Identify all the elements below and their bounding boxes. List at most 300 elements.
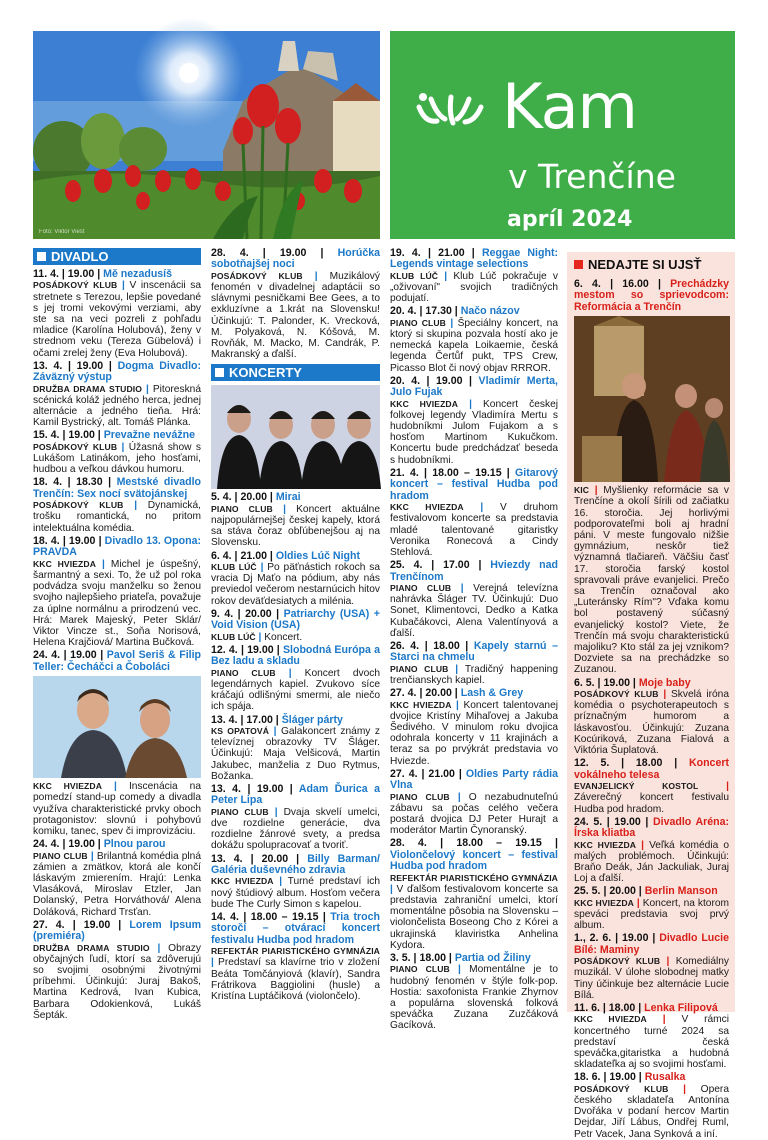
event-description: Úžasná show s Lukášom Latinákom, jeho hosťami, hudbou a veľkou dávkou humoru. bbox=[33, 441, 201, 476]
event-title[interactable]: Patriarchy (USA) + Void Vision (USA) bbox=[211, 607, 380, 632]
event-description: Klub Lúč pokračuje v „oživovaní" svojich tradičných podujatí. bbox=[390, 270, 559, 305]
separator: | bbox=[390, 883, 397, 895]
event-description-block bbox=[390, 399, 558, 466]
event-heading bbox=[574, 817, 729, 840]
painting-illustration bbox=[574, 316, 730, 482]
event-venue: PIANO CLUB bbox=[211, 806, 269, 817]
event-heading bbox=[574, 933, 729, 956]
event-item bbox=[390, 560, 558, 639]
event-heading bbox=[211, 248, 380, 271]
event-description: Predstaví sa klavírne trio v zložení Beáta Tomčányiová (klavír), Sandra Frátrikova Baggiolini (husle) a Kristína Luptáčiková (violončelo). bbox=[211, 957, 380, 1003]
event-title[interactable]: Divadlo Aréna: Írska kliatba bbox=[574, 815, 730, 840]
event-item bbox=[33, 839, 201, 918]
event-title[interactable]: Mě nezadusíš bbox=[103, 268, 173, 280]
event-heading bbox=[390, 306, 558, 317]
event-venue: POSÁDKOVÝ KLUB bbox=[33, 280, 118, 291]
separator: | bbox=[302, 270, 330, 282]
separator: | bbox=[463, 502, 500, 514]
event-title[interactable]: Moje baby bbox=[638, 676, 691, 689]
section-heading-koncerty: KONCERTY bbox=[211, 364, 380, 381]
event-title[interactable]: Mestské divadlo Trenčín: Sex nocí svätojánskej bbox=[33, 476, 202, 500]
event-venue: KKC HVIEZDA bbox=[574, 897, 634, 908]
event-heading bbox=[390, 248, 558, 271]
event-date: 6. 4. | 16.00 | bbox=[574, 278, 671, 290]
event-date: 5. 4. | 20.00 | bbox=[211, 491, 276, 504]
event-heading bbox=[574, 1003, 729, 1014]
event-item bbox=[211, 492, 380, 548]
event-description-block bbox=[390, 318, 558, 374]
event-date: 12. 5. | 18.00 | bbox=[574, 757, 689, 770]
event-date: 24. 4. | 19.00 | bbox=[33, 838, 104, 851]
separator: | bbox=[446, 317, 458, 329]
brand-title: Kam bbox=[502, 70, 637, 143]
event-venue: KKC HVIEZDA bbox=[390, 398, 459, 409]
event-description-block bbox=[211, 668, 380, 713]
event-item bbox=[574, 758, 729, 814]
event-venue: EVANJELICKÝ KOSTOL bbox=[574, 781, 699, 792]
event-venue: KLUB LÚČ bbox=[390, 270, 439, 281]
event-heading bbox=[574, 678, 729, 689]
event-description-block bbox=[574, 898, 729, 932]
event-heading bbox=[574, 886, 729, 897]
event-description: V druhom festivalovom koncerte sa predstavia mladé talentované gitaristky Veronika Ronecová a Cindy Stehlová. bbox=[390, 502, 559, 558]
event-item bbox=[33, 269, 201, 359]
event-heading bbox=[390, 641, 558, 664]
separator: | bbox=[275, 667, 305, 679]
event-title[interactable]: Pavol Seriš & Filip Teller: Čecháčci a Čoboláci bbox=[33, 649, 201, 673]
event-description-block bbox=[574, 781, 729, 815]
event-description: O nezabudnuteľnú zábavu sa počas celého večera postará dvojica DJ Peter Hurajt a moderátor Martin Čynoranský. bbox=[390, 791, 558, 837]
event-description: Tradičný happening trenčianskych kapiel. bbox=[390, 663, 558, 686]
separator: | bbox=[633, 897, 643, 909]
event-venue: PIANO CLUB bbox=[390, 791, 450, 802]
separator: | bbox=[272, 503, 297, 515]
event-venue: POSÁDKOVÝ KLUB bbox=[574, 956, 661, 967]
event-date: 18. 6. | 19.00 | bbox=[574, 1071, 645, 1084]
event-heading bbox=[211, 854, 380, 877]
event-description-block bbox=[33, 559, 201, 649]
event-heading bbox=[33, 920, 201, 943]
event-title[interactable]: Lorem Ipsum (premiéra) bbox=[33, 918, 201, 943]
event-item bbox=[211, 609, 380, 643]
event-item bbox=[574, 678, 729, 757]
event-date: 25. 4. | 17.00 | bbox=[390, 559, 491, 572]
event-venue: PIANO CLUB bbox=[211, 503, 273, 514]
event-description: Turné predstaví ich nový štúdiový album. Hosťom večera bude The Curly Simon s kapelou. bbox=[211, 876, 380, 910]
event-date: 28. 4. | 19.00 | bbox=[211, 247, 338, 259]
event-item bbox=[390, 306, 558, 373]
event-heading bbox=[211, 645, 380, 668]
square-bullet-icon bbox=[215, 368, 224, 377]
event-item bbox=[211, 551, 380, 607]
event-heading bbox=[33, 477, 201, 500]
event-title[interactable]: Vladimír Merta, Julo Fujak bbox=[390, 374, 559, 399]
comedians-photo bbox=[33, 676, 201, 778]
event-venue: POSÁDKOVÝ KLUB bbox=[211, 270, 303, 281]
event-venue: REFEKTÁR PIARISTICKÉHO GYMNÁZIA bbox=[390, 872, 558, 883]
event-venue: REFEKTÁR PIARISTICKÉHO GYMNÁZIA bbox=[211, 946, 380, 957]
event-heading bbox=[574, 758, 729, 781]
event-description-block bbox=[574, 689, 729, 756]
event-heading bbox=[390, 688, 558, 699]
event-heading bbox=[33, 536, 201, 559]
separator: | bbox=[646, 1014, 682, 1026]
event-title[interactable]: Koncert vokálneho telesa bbox=[574, 757, 729, 781]
event-date: 11. 6. | 18.00 | bbox=[574, 1001, 645, 1014]
event-description-block bbox=[33, 384, 201, 429]
event-heading bbox=[574, 279, 729, 313]
event-heading bbox=[211, 551, 380, 562]
event-description: Koncert talentovanej dvojice Kristíny Mihaľovej a Jakuba Šedivého. V minulom roku dvojica odohrala koncerty v 11 krajinách a teraz sa po prvýkrát predstavia vo Hviezde. bbox=[390, 699, 559, 767]
event-description: Brilantná komédia plná zámien a zmätkov, ktorá ale končí láskavým zmierením. Hrajú: Lenka Vlasáková, Miroslav Etzler, Jan Dolanský, Petra Horváthová/ Alena Doláková, Richard Trsťan. bbox=[33, 850, 201, 918]
event-item bbox=[574, 279, 729, 676]
event-description: Koncert aktuálne najpopulárnejšej českej kapely, ktorá sa stáva čoraz obľúbenejšou aj na Slovensku. bbox=[211, 503, 380, 549]
event-description-block bbox=[211, 271, 380, 361]
event-item bbox=[390, 376, 558, 466]
event-venue: POSÁDKOVÝ KLUB bbox=[574, 1083, 669, 1094]
event-title[interactable]: Prechádzky mestom so sprievodcom: Reformácia a Trenčín bbox=[574, 278, 729, 313]
separator: | bbox=[211, 957, 219, 969]
event-item bbox=[390, 468, 558, 558]
separator: | bbox=[449, 964, 470, 976]
section-heading-nedajte: NEDAJTE SI UJSŤ bbox=[574, 256, 729, 273]
event-item bbox=[574, 1003, 729, 1070]
event-title[interactable]: Rusalka bbox=[644, 1071, 686, 1084]
event-date: 24. 4. | 19.00 | bbox=[33, 649, 107, 662]
event-description: Muzikálový fenomén v divadelnej adaptácii so slávnymi pesničkami Bee Gees, a to exkluzívne a 1.krát na Slovensku! Účinkujú: T. Palonder, K. Vrecková, M. Polyaková, N. Kóšová, M. Rovňák, M. Macko, M. Candrák, P. Makranský a ďalší. bbox=[211, 270, 380, 361]
event-title[interactable]: Gitarový koncert – festival Hudba pod hradom bbox=[390, 466, 558, 502]
event-title[interactable]: Partia od Žiliny bbox=[454, 952, 531, 965]
event-title[interactable]: Lenka Filipová bbox=[644, 1001, 718, 1014]
event-date: 28. 4. | 18.00 – 19.15 | bbox=[390, 837, 558, 850]
event-description: Momentálne je to hudobný fenomén v štýle folk-pop. Hostia: saxofonista Frankie Zhyrnov a populárna slovenská folková speváčka Zuzana Zuzčáková Gacíková. bbox=[390, 964, 558, 1032]
reformation-painting-photo bbox=[574, 316, 730, 482]
event-description-block bbox=[33, 280, 201, 358]
event-item bbox=[211, 912, 380, 1002]
event-date: 1., 2. 6. | 19.00 | bbox=[574, 932, 660, 945]
event-description-block bbox=[390, 964, 558, 1031]
separator: | bbox=[658, 689, 671, 701]
event-venue: KKC HVIEZDA bbox=[390, 699, 452, 710]
event-venue: KIC bbox=[574, 485, 590, 496]
separator: | bbox=[117, 280, 130, 292]
event-description: Koncert. bbox=[264, 631, 303, 643]
event-date: 27. 4. | 19.00 | bbox=[33, 918, 130, 931]
separator: | bbox=[117, 441, 129, 453]
event-date: 24. 5. | 19.00 | bbox=[574, 815, 653, 828]
event-venue: POSÁDKOVÝ KLUB bbox=[33, 441, 118, 452]
separator: | bbox=[96, 558, 111, 570]
event-item bbox=[390, 248, 558, 304]
event-description-block bbox=[33, 943, 201, 1021]
event-item bbox=[211, 784, 380, 852]
event-title[interactable]: Kapely starnú – Starci na chmelu bbox=[390, 639, 558, 664]
event-title[interactable]: Adam Ďurica a Peter Lipa bbox=[211, 782, 380, 807]
event-date: 6. 5. | 19.00 | bbox=[574, 676, 639, 689]
event-heading bbox=[211, 912, 380, 946]
event-item bbox=[574, 1072, 729, 1139]
separator: | bbox=[268, 806, 284, 818]
event-description: Koncert, na ktorom speváci predstavia svoj prvý album. bbox=[574, 897, 730, 932]
event-item bbox=[33, 920, 201, 1021]
event-description-block bbox=[390, 271, 558, 305]
event-description-block bbox=[390, 502, 558, 558]
event-heading bbox=[33, 650, 201, 673]
event-venue: PIANO CLUB bbox=[390, 317, 446, 328]
event-date: 12. 4. | 19.00 | bbox=[211, 643, 283, 656]
column-koncerty-continued bbox=[390, 248, 558, 1034]
event-description: Koncert českej folkovej legendy Vladimíra Mertu s hudobníkmi Julom Fujakom a s hosťom Martinom Kukučkom. Koncertu bude predchádzať beseda s hudobníkmi. bbox=[390, 398, 559, 466]
event-description-block bbox=[211, 876, 380, 910]
event-title[interactable]: Hviezdy nad Trenčínom bbox=[390, 559, 558, 583]
event-date: 27. 4. | 21.00 | bbox=[390, 767, 466, 780]
event-description: Pitoreskná scénická koláž jedného herca, jednej alternácie a jedného tieňa. Hrá: Kamil Bystrický, alt. Tomáš Plánka. bbox=[33, 383, 201, 429]
event-date: 13. 4. | 19.00 | bbox=[211, 782, 299, 795]
event-title[interactable]: Mirai bbox=[275, 491, 301, 504]
event-description: Michel je úspešný, šarmantný a sexi. To, že už pol roka podvádza svoju manželku so ženou svojho najlepšieho priateľa, považuje za úplne normálnu a prirodzenú vec. Hrá: Marek Majeský, Peter Sklár/ Viktor Vincze st., Soňa Norisová, Helena Krajčiová/ Martina Bučková. bbox=[33, 558, 202, 649]
event-date: 13. 4. | 17.00 | bbox=[211, 713, 282, 726]
event-title[interactable]: Billy Barman/ Galéria duševného zdravia bbox=[211, 852, 380, 876]
event-title[interactable]: Plnou parou bbox=[103, 838, 166, 851]
event-description: Opera českého skladateľa Antonína Dvořáka v podaní hercov Martin Dejdar, Jiří Lábus, Ondřej Ruml, Petr Vacek, Jana Synková a iní. bbox=[574, 1083, 729, 1140]
event-venue: KLUB LÚČ bbox=[211, 631, 256, 642]
event-date: 11. 4. | 19.00 | bbox=[33, 268, 104, 280]
event-description: V inscenácii sa stretnete s Terezou, lepšie povedané s jej tromi vekovými verziami, aby ste sa na veci pozreli z pohľadu mladice (Karolína Holubová), ženy v strednom veku (Tereza Gübelová) i očami zrelej ženy (Eva Holubová). bbox=[33, 280, 201, 359]
event-date: 25. 5. | 20.00 | bbox=[574, 885, 645, 898]
event-venue: DRUŽBA DRAMA STUDIO bbox=[33, 383, 143, 394]
separator: | bbox=[142, 383, 153, 395]
event-venue: PIANO CLUB bbox=[390, 964, 450, 975]
event-title[interactable]: Tria troch storočí – otvárací koncert festivalu Hudba pod hradom bbox=[211, 910, 380, 946]
band-mirai-photo bbox=[211, 385, 380, 489]
separator: | bbox=[636, 839, 650, 851]
event-title[interactable]: Oldies Lúč Night bbox=[275, 549, 360, 562]
event-item bbox=[33, 536, 201, 648]
event-description: Dynamická, trošku romantická, no pritom intelektuálna komédia. bbox=[33, 500, 201, 534]
event-item bbox=[390, 769, 558, 837]
event-venue: KKC HVIEZDA bbox=[33, 781, 103, 792]
event-description: Myšlienky reformácie sa v Trenčíne a okolí šírili od začiatku 16. storočia. Jej horlivými podporovateľmi boli aj hradní páni. V meste fungovalo nižšie gymnázium, neskôr tiež významná tlačiareň. Väčšiu časť 17. storočia farský kostol spravovali práve evanjelici. Prečo sa Trenčín označoval ako „Luteránsky Rím"? Vďaka komu bol postavený súčasný evanjelický kostol? Viete, že Trenčín má svoju charakteristickú majoliku? Kto stál za jej vznikom? Dozviete sa na prechádzke so Zuzanou. bbox=[574, 485, 729, 676]
event-description: Po päťnástich rokoch sa vracia Dj Maťo na pódium, aby nás previedol večerom nestarnúcich hitov rokov deväťdesiatych a milénia. bbox=[211, 562, 381, 607]
event-date: 9. 4. | 20.00 | bbox=[211, 607, 284, 620]
separator: | bbox=[660, 956, 676, 968]
event-description: Inscenácia na pomedzí stand-up comedy a divadla využíva charakteristické prvky oboch protagonistov: slovnú i pohybovú komiku, tanec, spev či improvizáciu. bbox=[33, 781, 201, 837]
event-title[interactable]: Načo názov bbox=[460, 305, 520, 318]
event-description: Komediálny muzikál. V úlohe slobodnej matky Tiny účinkuje bez alternácie Lucie Bílá. bbox=[574, 956, 730, 1001]
brand-date: apríl 2024 bbox=[507, 207, 633, 232]
separator: | bbox=[438, 270, 454, 282]
brand-box bbox=[390, 31, 735, 239]
event-date: 20. 4. | 19.00 | bbox=[390, 374, 479, 387]
column-koncerty bbox=[211, 248, 380, 1004]
event-item bbox=[211, 248, 380, 360]
event-heading bbox=[390, 769, 558, 792]
event-item bbox=[390, 688, 558, 767]
square-bullet-icon bbox=[37, 252, 46, 261]
separator: | bbox=[273, 876, 288, 888]
column-divadlo bbox=[33, 248, 201, 1023]
event-description-block bbox=[390, 664, 558, 686]
event-date: 26. 4. | 18.00 | bbox=[390, 639, 474, 652]
event-description-block bbox=[574, 956, 729, 1001]
event-date: 15. 4. | 19.00 | bbox=[33, 429, 104, 442]
separator: | bbox=[698, 781, 729, 793]
column-nedajte-si-ujst bbox=[567, 252, 735, 1140]
separator: | bbox=[449, 791, 469, 803]
separator: | bbox=[668, 1083, 701, 1095]
event-date: 21. 4. | 18.00 – 19.15 | bbox=[390, 466, 516, 479]
event-description-block bbox=[390, 792, 558, 837]
event-item bbox=[574, 933, 729, 1001]
event-item bbox=[211, 645, 380, 713]
event-item bbox=[33, 361, 201, 429]
event-heading bbox=[390, 560, 558, 583]
event-title[interactable]: Oldies Party rádia Vlna bbox=[390, 767, 559, 792]
event-description-block bbox=[211, 562, 380, 607]
event-description-block bbox=[33, 781, 201, 837]
event-title[interactable]: Slobodná Európa a Bez ladu a skladu bbox=[211, 643, 380, 668]
separator: | bbox=[451, 582, 474, 594]
event-description-block bbox=[211, 946, 380, 1002]
event-venue: PIANO CLUB bbox=[390, 663, 449, 674]
photo-credit: Foto: Viktor Viest bbox=[39, 229, 85, 235]
hero-illustration bbox=[33, 31, 380, 239]
event-title[interactable]: Prevažne nevážne bbox=[103, 429, 195, 442]
event-heading bbox=[211, 492, 380, 503]
band-illustration bbox=[211, 385, 380, 489]
separator: | bbox=[149, 942, 169, 954]
event-venue: KKC HVIEZDA bbox=[211, 876, 274, 887]
event-item bbox=[574, 886, 729, 931]
event-date: 13. 4. | 20.00 | bbox=[211, 852, 308, 865]
brand-subtitle: v Trenčíne bbox=[508, 157, 676, 196]
event-description-block bbox=[574, 1014, 729, 1070]
event-item bbox=[33, 430, 201, 475]
event-title[interactable]: Violončelový koncert – festival Hudba pod hradom bbox=[390, 848, 558, 873]
event-description-block bbox=[211, 504, 380, 549]
event-description-block bbox=[574, 485, 729, 675]
event-description-block bbox=[211, 632, 380, 643]
event-venue: KKC HVIEZDA bbox=[574, 839, 637, 850]
event-venue: PIANO CLUB bbox=[211, 667, 276, 678]
event-description-block bbox=[211, 726, 380, 782]
event-title[interactable]: Horúčka sobotňajšej noci bbox=[211, 247, 380, 271]
event-item bbox=[33, 650, 201, 837]
event-description: Veľká komédia o malých problémoch. Účinkujú: Braňo Deák, Ján Jackuliak, Juraj Loj a ďalší. bbox=[574, 839, 730, 885]
event-heading bbox=[211, 784, 380, 807]
event-heading bbox=[33, 430, 201, 441]
separator: | bbox=[269, 725, 281, 737]
event-date: 6. 4. | 21.00 | bbox=[211, 549, 276, 562]
separator: | bbox=[102, 781, 129, 793]
event-description: Obrazy obyčajných ľudí, ktorí sa zdôverujú so svojimi osobnými životnými príbehmi. Účinkujú: Juraj Bakoš, Martina Kedrová, Ivan Kubica, Barbara Odokienková, Lukáš Šepták. bbox=[33, 942, 201, 1021]
event-venue: KKC HVIEZDA bbox=[574, 1014, 647, 1025]
event-description-block bbox=[33, 442, 201, 476]
separator: | bbox=[589, 485, 604, 497]
sprout-logo-icon bbox=[415, 89, 493, 129]
event-description: Galakoncert známy z televíznej obrazovky TV Šláger. Účinkujú: Maja Velšicová, Martin Jakubec, manželia z Duo Rytmus, Božanka. bbox=[211, 725, 381, 782]
event-description: Špeciálny koncert, na ktorý si skupina pozvala hostí ako je nemecká kapela Loikaemie, česká legenda Čertůf pukt, TPS Crew, Picasso Blot či nový objav RRROR. bbox=[390, 317, 559, 374]
event-title[interactable]: Lash & Grey bbox=[460, 687, 524, 700]
event-title[interactable]: Šláger párty bbox=[281, 713, 343, 726]
event-title[interactable]: Divadlo Lucie Bílé: Maminy bbox=[574, 932, 730, 956]
event-venue: DRUŽBA DRAMA STUDIO bbox=[33, 942, 150, 953]
event-date: 18. 4. | 19.00 | bbox=[33, 534, 105, 547]
event-item bbox=[574, 817, 729, 885]
comedians-illustration bbox=[33, 676, 201, 778]
event-venue: KKC HVIEZDA bbox=[390, 502, 464, 513]
event-venue: POSÁDKOVÝ KLUB bbox=[33, 500, 124, 511]
event-description: V rámci koncertného turné 2024 sa predstaví česká speváčka,gitaristka a hudobná skladateľka aj so svojimi hosťami. bbox=[574, 1014, 729, 1071]
event-description: V ďalšom festivalovom koncerte sa predstavia zahraniční umelci, ktorí momentálne pôsobia na Slovensku – violončelista Boseong Cho z Kórei a ukrajinská klaviristka Anhelina Kydora. bbox=[390, 883, 558, 951]
event-item bbox=[33, 477, 201, 533]
event-title[interactable]: Divadlo 13. Opona: PRAVDA bbox=[33, 534, 202, 559]
event-venue: PIANO CLUB bbox=[390, 582, 452, 593]
event-item bbox=[390, 641, 558, 686]
event-heading bbox=[33, 269, 201, 280]
event-date: 3. 5. | 18.00 | bbox=[390, 952, 455, 965]
event-description: Verejná televízna nahrávka Šláger TV. Účinkujú: Duo Sonet, Klimentovci, Dedko a Katka Kubačákovci, Alena Valentínyová a ďalší. bbox=[390, 582, 558, 639]
event-heading bbox=[390, 468, 558, 502]
square-bullet-icon bbox=[574, 260, 583, 269]
event-heading bbox=[33, 361, 201, 384]
event-date: 27. 4. | 20.00 | bbox=[390, 687, 461, 700]
event-description: Koncert dvoch legendárnych kapiel. Zvukovo síce kráčajú odlišnými smermi, ale niečo ich spája. bbox=[211, 667, 380, 713]
separator: | bbox=[123, 500, 148, 512]
event-date: 14. 4. | 18.00 – 19.15 | bbox=[211, 910, 331, 923]
event-heading bbox=[574, 1072, 729, 1083]
event-description-block bbox=[33, 500, 201, 534]
event-venue: KLUB LÚČ bbox=[211, 562, 257, 573]
event-description-block bbox=[390, 873, 558, 951]
separator: | bbox=[87, 850, 97, 862]
event-heading bbox=[33, 839, 201, 850]
event-title[interactable]: Berlin Manson bbox=[644, 885, 718, 898]
event-venue: POSÁDKOVÝ KLUB bbox=[574, 689, 659, 700]
section-heading-divadlo: DIVADLO bbox=[33, 248, 201, 265]
event-heading bbox=[390, 376, 558, 399]
event-description-block bbox=[211, 807, 380, 852]
separator: | bbox=[255, 631, 265, 643]
event-date: 18. 4. | 18.30 | bbox=[33, 476, 117, 489]
event-title[interactable]: Dogma Divadlo: Záväzný výstup bbox=[33, 359, 202, 384]
separator: | bbox=[448, 663, 465, 675]
event-description-block bbox=[574, 840, 729, 885]
event-description-block bbox=[574, 1084, 729, 1140]
event-description: Skvelá iróna komédia o psychoterapeutoch s príznačným humorom a láskavosťou. Účinkujú: Zuzana Kocúriková, Zuzana Fialová a Viktória Šuplatová. bbox=[574, 689, 730, 757]
event-item bbox=[390, 953, 558, 1032]
event-heading bbox=[211, 715, 380, 726]
separator: | bbox=[256, 562, 268, 574]
separator: | bbox=[451, 699, 464, 711]
event-item bbox=[211, 715, 380, 782]
event-title[interactable]: Reggae Night: Legends vintage selections bbox=[390, 247, 559, 271]
event-date: 19. 4. | 21.00 | bbox=[390, 247, 482, 259]
event-description-block bbox=[390, 583, 558, 639]
event-date: 20. 4. | 17.30 | bbox=[390, 305, 461, 318]
event-description-block bbox=[33, 851, 201, 918]
event-venue: KS OPATOVÁ bbox=[211, 725, 270, 736]
event-item bbox=[390, 838, 558, 951]
event-item bbox=[211, 854, 380, 910]
event-heading bbox=[390, 838, 558, 872]
event-description-block bbox=[390, 700, 558, 767]
event-heading bbox=[390, 953, 558, 964]
event-venue: KKC HVIEZDA bbox=[33, 558, 96, 569]
event-heading bbox=[211, 609, 380, 632]
separator: | bbox=[458, 398, 483, 410]
event-description: Dvaja skvelí umelci, dve rozdielne generácie, dva rozdielne žánrové svety, a predsa dokážu spolupracovať a tvoriť. bbox=[211, 806, 380, 852]
